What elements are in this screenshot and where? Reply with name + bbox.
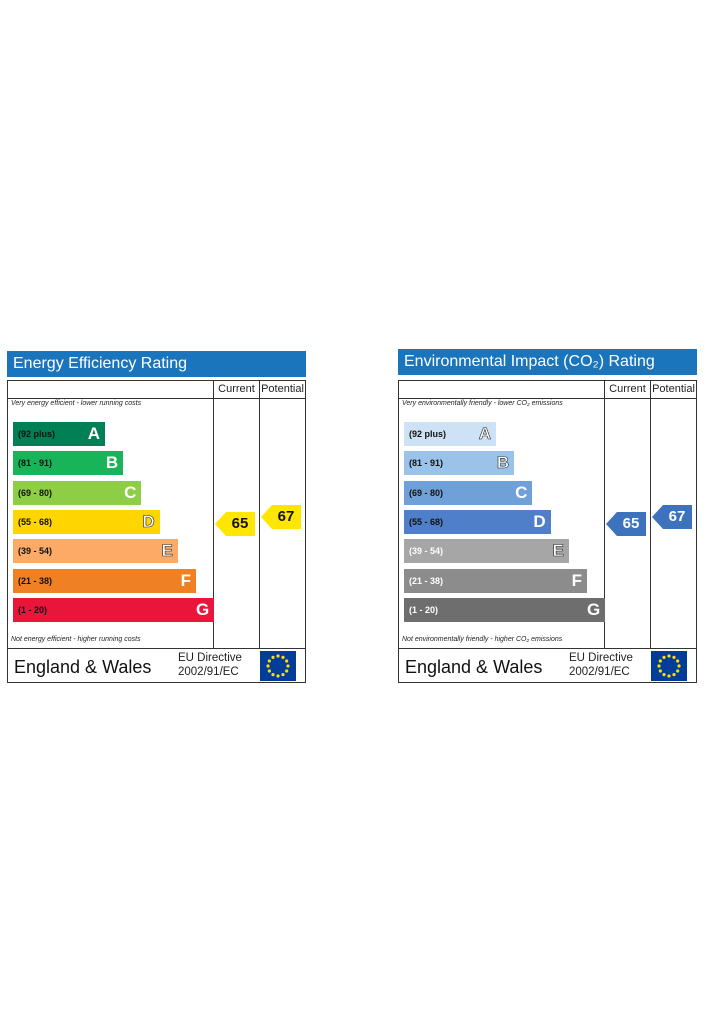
eu-star (676, 659, 679, 662)
chart-title: Environmental Impact (CO₂) Rating (398, 349, 697, 375)
header-potential: Potential (652, 383, 695, 395)
energy-efficiency-chart (7, 351, 306, 683)
rating-table (7, 380, 306, 683)
footer-region: England & Wales (405, 657, 543, 677)
header-divider (399, 398, 696, 399)
footer-region: England & Wales (14, 657, 152, 677)
caption-bottom: Not environmentally friendly - higher CO₂ emissions (402, 636, 563, 643)
band-letter: B (496, 453, 510, 473)
eu-star (276, 654, 279, 657)
band-g (404, 598, 605, 622)
band-e (13, 539, 178, 563)
band-range: (69 - 80) (409, 487, 444, 498)
eu-star (667, 654, 670, 657)
directive-line-2: 2002/91/EC (569, 666, 630, 678)
header-current: Current (609, 383, 646, 395)
band-range: (39 - 54) (18, 546, 53, 557)
band-range: (21 - 38) (409, 575, 444, 586)
eu-star (667, 674, 670, 677)
band-letter: A (87, 424, 100, 443)
band-a (404, 422, 496, 446)
band-letter: C (124, 482, 137, 502)
header-potential: Potential (261, 383, 304, 395)
band-letter: F (180, 570, 191, 590)
current-rating-arrow (606, 512, 646, 536)
eu-star (677, 664, 680, 667)
potential-rating-arrow-value: 67 (277, 507, 295, 525)
caption-bottom: Not energy efficient - higher running costs (11, 636, 141, 643)
column-divider (259, 381, 260, 648)
eu-star (659, 669, 662, 672)
eu-stars-icon (651, 651, 687, 681)
footer-divider (399, 648, 696, 649)
potential-rating-arrow (652, 505, 692, 529)
band-range: (21 - 38) (18, 575, 53, 586)
current-rating-arrow-value: 65 (622, 514, 640, 532)
eu-star (662, 673, 665, 676)
eu-star (285, 659, 288, 662)
eu-star (662, 656, 665, 659)
band-range: (92 plus) (18, 429, 56, 439)
band-letter: A (478, 424, 491, 443)
eu-star (268, 659, 271, 662)
band-range: (92 plus) (409, 429, 447, 439)
eu-star (657, 664, 660, 667)
header-current: Current (218, 383, 255, 395)
current-rating-arrow-value: 65 (231, 514, 249, 532)
band-e (404, 539, 569, 563)
eu-star (276, 674, 279, 677)
eu-star (676, 669, 679, 672)
band-range: (55 - 68) (409, 516, 444, 527)
eu-stars-icon (260, 651, 296, 681)
eu-star (285, 669, 288, 672)
footer-directive (569, 651, 633, 679)
eu-star (271, 673, 274, 676)
band-a (13, 422, 105, 446)
caption-top: Very environmentally friendly - lower CO₂ emissions (402, 400, 563, 407)
band-d (13, 510, 160, 534)
potential-rating-arrow-value: 67 (668, 507, 686, 525)
band-range: (69 - 80) (18, 487, 53, 498)
eu-star (268, 669, 271, 672)
band-range: (1 - 20) (18, 604, 48, 615)
band-letter: G (586, 599, 601, 619)
band-b (404, 451, 514, 475)
band-g (13, 598, 214, 622)
band-range: (55 - 68) (18, 516, 53, 527)
header-divider (8, 398, 305, 399)
directive-line-1: EU Directive (569, 652, 633, 664)
eu-flag-icon (260, 651, 296, 681)
band-range: (39 - 54) (409, 546, 444, 557)
band-range: (81 - 91) (18, 458, 53, 469)
eu-star (281, 673, 284, 676)
band-b (13, 451, 123, 475)
band-range: (1 - 20) (409, 604, 439, 615)
caption-top: Very energy efficient - lower running costs (11, 400, 142, 407)
column-divider (650, 381, 651, 648)
directive-line-2: 2002/91/EC (178, 666, 239, 678)
band-letter: D (533, 511, 546, 531)
eu-star (672, 656, 675, 659)
eu-star (266, 664, 269, 667)
band-letter: E (161, 541, 173, 561)
band-letter: B (105, 453, 119, 473)
band-f (13, 569, 196, 593)
band-d (404, 510, 551, 534)
rating-table (398, 380, 697, 683)
environmental-impact-chart (398, 349, 697, 683)
directive-line-1: EU Directive (178, 652, 242, 664)
current-rating-arrow (215, 512, 255, 536)
band-letter: D (142, 511, 155, 531)
eu-star (271, 656, 274, 659)
eu-flag-icon (651, 651, 687, 681)
band-c (404, 481, 532, 505)
footer-divider (8, 648, 305, 649)
eu-star (659, 659, 662, 662)
eu-star (286, 664, 289, 667)
eu-star (672, 673, 675, 676)
band-f (404, 569, 587, 593)
band-letter: G (195, 599, 210, 619)
potential-rating-arrow (261, 505, 301, 529)
band-letter: F (571, 570, 582, 590)
chart-title: Energy Efficiency Rating (7, 351, 306, 377)
footer-directive (178, 651, 242, 679)
band-c (13, 481, 141, 505)
band-letter: E (552, 541, 564, 561)
band-letter: C (515, 482, 528, 502)
eu-star (281, 656, 284, 659)
band-range: (81 - 91) (409, 458, 444, 469)
